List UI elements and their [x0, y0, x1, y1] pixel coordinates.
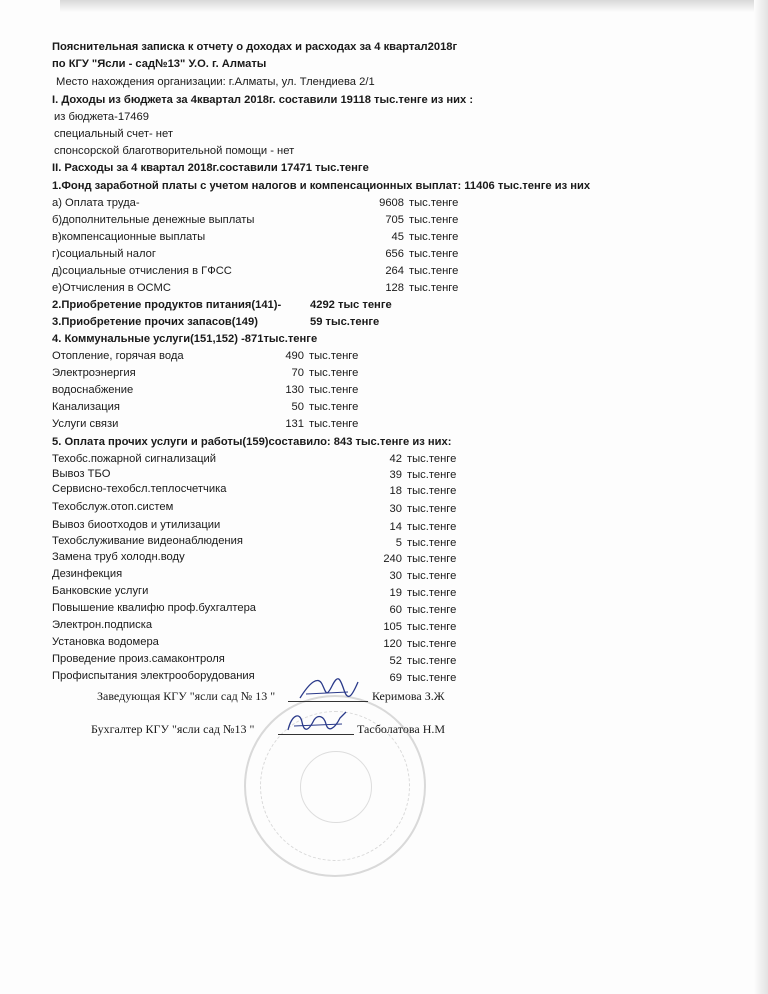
payroll-item-label: г)социальный налог [52, 248, 156, 260]
income-line: из бюджета-17469 [54, 111, 149, 123]
scan-shadow-right [754, 0, 768, 994]
service-item-value: 19 [389, 587, 402, 599]
utility-item-value: 130 [285, 384, 304, 396]
service-item-unit: тыс.тенге [407, 570, 457, 582]
service-item-label: Проведение произ.самаконтроля [52, 653, 225, 665]
utility-item-label: Услуги связи [52, 418, 119, 430]
service-item-label: Техобслуживание видеонаблюдения [52, 535, 243, 547]
service-item-label: Техобс.пожарной сигнализаций [52, 453, 217, 465]
stocks-purchase-label: 3.Приобретение прочих запасов(149) [52, 316, 258, 328]
payroll-item-unit: тыс.тенге [409, 282, 459, 294]
expenses-heading: II. Расходы за 4 квартал 2018г.составили 17471 тыс.тенге [52, 162, 369, 174]
payroll-item-label: б)дополнительные денежные выплаты [52, 214, 255, 226]
service-item-unit: тыс.тенге [407, 587, 457, 599]
service-item-value: 39 [389, 469, 402, 481]
utility-item-value: 50 [291, 401, 304, 413]
service-item-unit: тыс.тенге [407, 521, 457, 533]
payroll-item-label: д)социальные отчисления в ГФСС [52, 265, 232, 277]
utility-item-label: водоснабжение [52, 384, 134, 396]
utility-item-unit: тыс.тенге [309, 401, 359, 413]
payroll-item-unit: тыс.тенге [409, 214, 459, 226]
service-item-unit: тыс.тенге [407, 485, 457, 497]
utility-item-unit: тыс.тенге [309, 418, 359, 430]
utility-item-value: 131 [285, 418, 304, 430]
service-item-value: 42 [389, 453, 402, 465]
head-title: Заведующая КГУ "ясли сад № 13 " [97, 689, 276, 703]
service-item-value: 18 [389, 485, 402, 497]
utilities-heading: 4. Коммунальные услуги(151,152) -871тыс.тенге [52, 333, 318, 345]
payroll-heading: 1.Фонд заработной платы с учетом налогов и компенсационных выплат: 11406 тыс.тенге из них [52, 180, 591, 192]
income-heading: I. Доходы из бюджета за 4квартал 2018г. составили 19118 тыс.тенге из них : [52, 94, 474, 106]
service-item-value: 14 [389, 521, 402, 533]
payroll-item-unit: тыс.тенге [409, 248, 459, 260]
payroll-item-value: 705 [385, 214, 404, 226]
payroll-item-unit: тыс.тенге [409, 265, 459, 277]
service-item-value: 5 [395, 537, 402, 549]
service-item-unit: тыс.тенге [407, 638, 457, 650]
service-item-unit: тыс.тенге [407, 604, 457, 616]
payroll-item-label: е)Отчисления в ОСМС [52, 282, 171, 294]
payroll-item-unit: тыс.тенге [409, 231, 459, 243]
service-item-unit: тыс.тенге [407, 453, 457, 465]
head-name: Керимова З.Ж [372, 689, 445, 703]
utility-item-value: 70 [291, 367, 304, 379]
service-item-unit: тыс.тенге [407, 537, 457, 549]
service-item-label: Профиспытания электрооборудования [52, 670, 255, 682]
utility-item-label: Отопление, горячая вода [52, 350, 184, 362]
service-item-label: Вывоз ТБО [52, 468, 111, 480]
service-item-unit: тыс.тенге [407, 553, 457, 565]
payroll-item-label: в)компенсационные выплаты [52, 231, 206, 243]
payroll-item-value: 45 [391, 231, 404, 243]
service-item-value: 52 [389, 655, 402, 667]
service-item-value: 105 [383, 621, 402, 633]
payroll-item-value: 264 [385, 265, 404, 277]
service-item-value: 60 [389, 604, 402, 616]
payroll-item-label: а) Оплата труда- [52, 197, 140, 209]
service-item-label: Установка водомера [52, 636, 159, 648]
income-line: спонсорской благотворительной помощи - нет [54, 145, 295, 157]
food-purchase-label: 2.Приобретение продуктов питания(141)- [52, 299, 282, 311]
service-item-value: 30 [389, 570, 402, 582]
service-item-label: Повышение квалифю проф.бухгалтера [52, 602, 257, 614]
accountant-name: Тасболатова Н.М [357, 722, 446, 736]
service-item-unit: тыс.тенге [407, 672, 457, 684]
service-item-label: Электрон.подписка [52, 619, 153, 631]
service-item-unit: тыс.тенге [407, 469, 457, 481]
head-signature [296, 672, 360, 704]
service-item-label: Замена труб холодн.воду [52, 551, 185, 563]
food-purchase-value: 4292 тыс тенге [310, 299, 392, 311]
payroll-item-value: 128 [385, 282, 404, 294]
accountant-signature [282, 706, 352, 738]
utility-item-unit: тыс.тенге [309, 367, 359, 379]
accountant-title: Бухгалтер КГУ "ясли сад №13 " [91, 722, 255, 736]
stocks-purchase-value: 59 тыс.тенге [310, 316, 380, 328]
utility-item-unit: тыс.тенге [309, 384, 359, 396]
service-item-label: Банковские услуги [52, 585, 149, 597]
document-subtitle: по КГУ "Ясли - сад№13" У.О. г. Алматы [52, 58, 267, 70]
income-line: специальный счет- нет [54, 128, 173, 140]
scan-shadow-top [60, 0, 768, 12]
service-item-unit: тыс.тенге [407, 503, 457, 515]
service-item-label: Сервисно-техобсл.теплосчетчика [52, 483, 227, 495]
utility-item-unit: тыс.тенге [309, 350, 359, 362]
service-item-unit: тыс.тенге [407, 621, 457, 633]
other-services-heading: 5. Оплата прочих услуги и работы(159)составило: 843 тыс.тенге из них: [52, 436, 452, 448]
service-item-label: Техобслуж.отоп.систем [52, 501, 174, 513]
service-item-unit: тыс.тенге [407, 655, 457, 667]
service-item-value: 69 [389, 672, 402, 684]
payroll-item-unit: тыс.тенге [409, 197, 459, 209]
utility-item-value: 490 [285, 350, 304, 362]
payroll-item-value: 9608 [379, 197, 404, 209]
utility-item-label: Электроэнергия [52, 367, 136, 379]
service-item-value: 30 [389, 503, 402, 515]
organization-location: Место нахождения организации: г.Алматы, ул. Тлендиева 2/1 [56, 76, 375, 88]
document-title: Пояснительная записка к отчету о доходах и расходах за 4 квартал2018г [52, 41, 458, 53]
service-item-label: Вывоз биоотходов и утилизации [52, 519, 221, 531]
service-item-label: Дезинфекция [52, 568, 123, 580]
service-item-value: 240 [383, 553, 402, 565]
payroll-item-value: 656 [385, 248, 404, 260]
service-item-value: 120 [383, 638, 402, 650]
utility-item-label: Канализация [52, 401, 120, 413]
